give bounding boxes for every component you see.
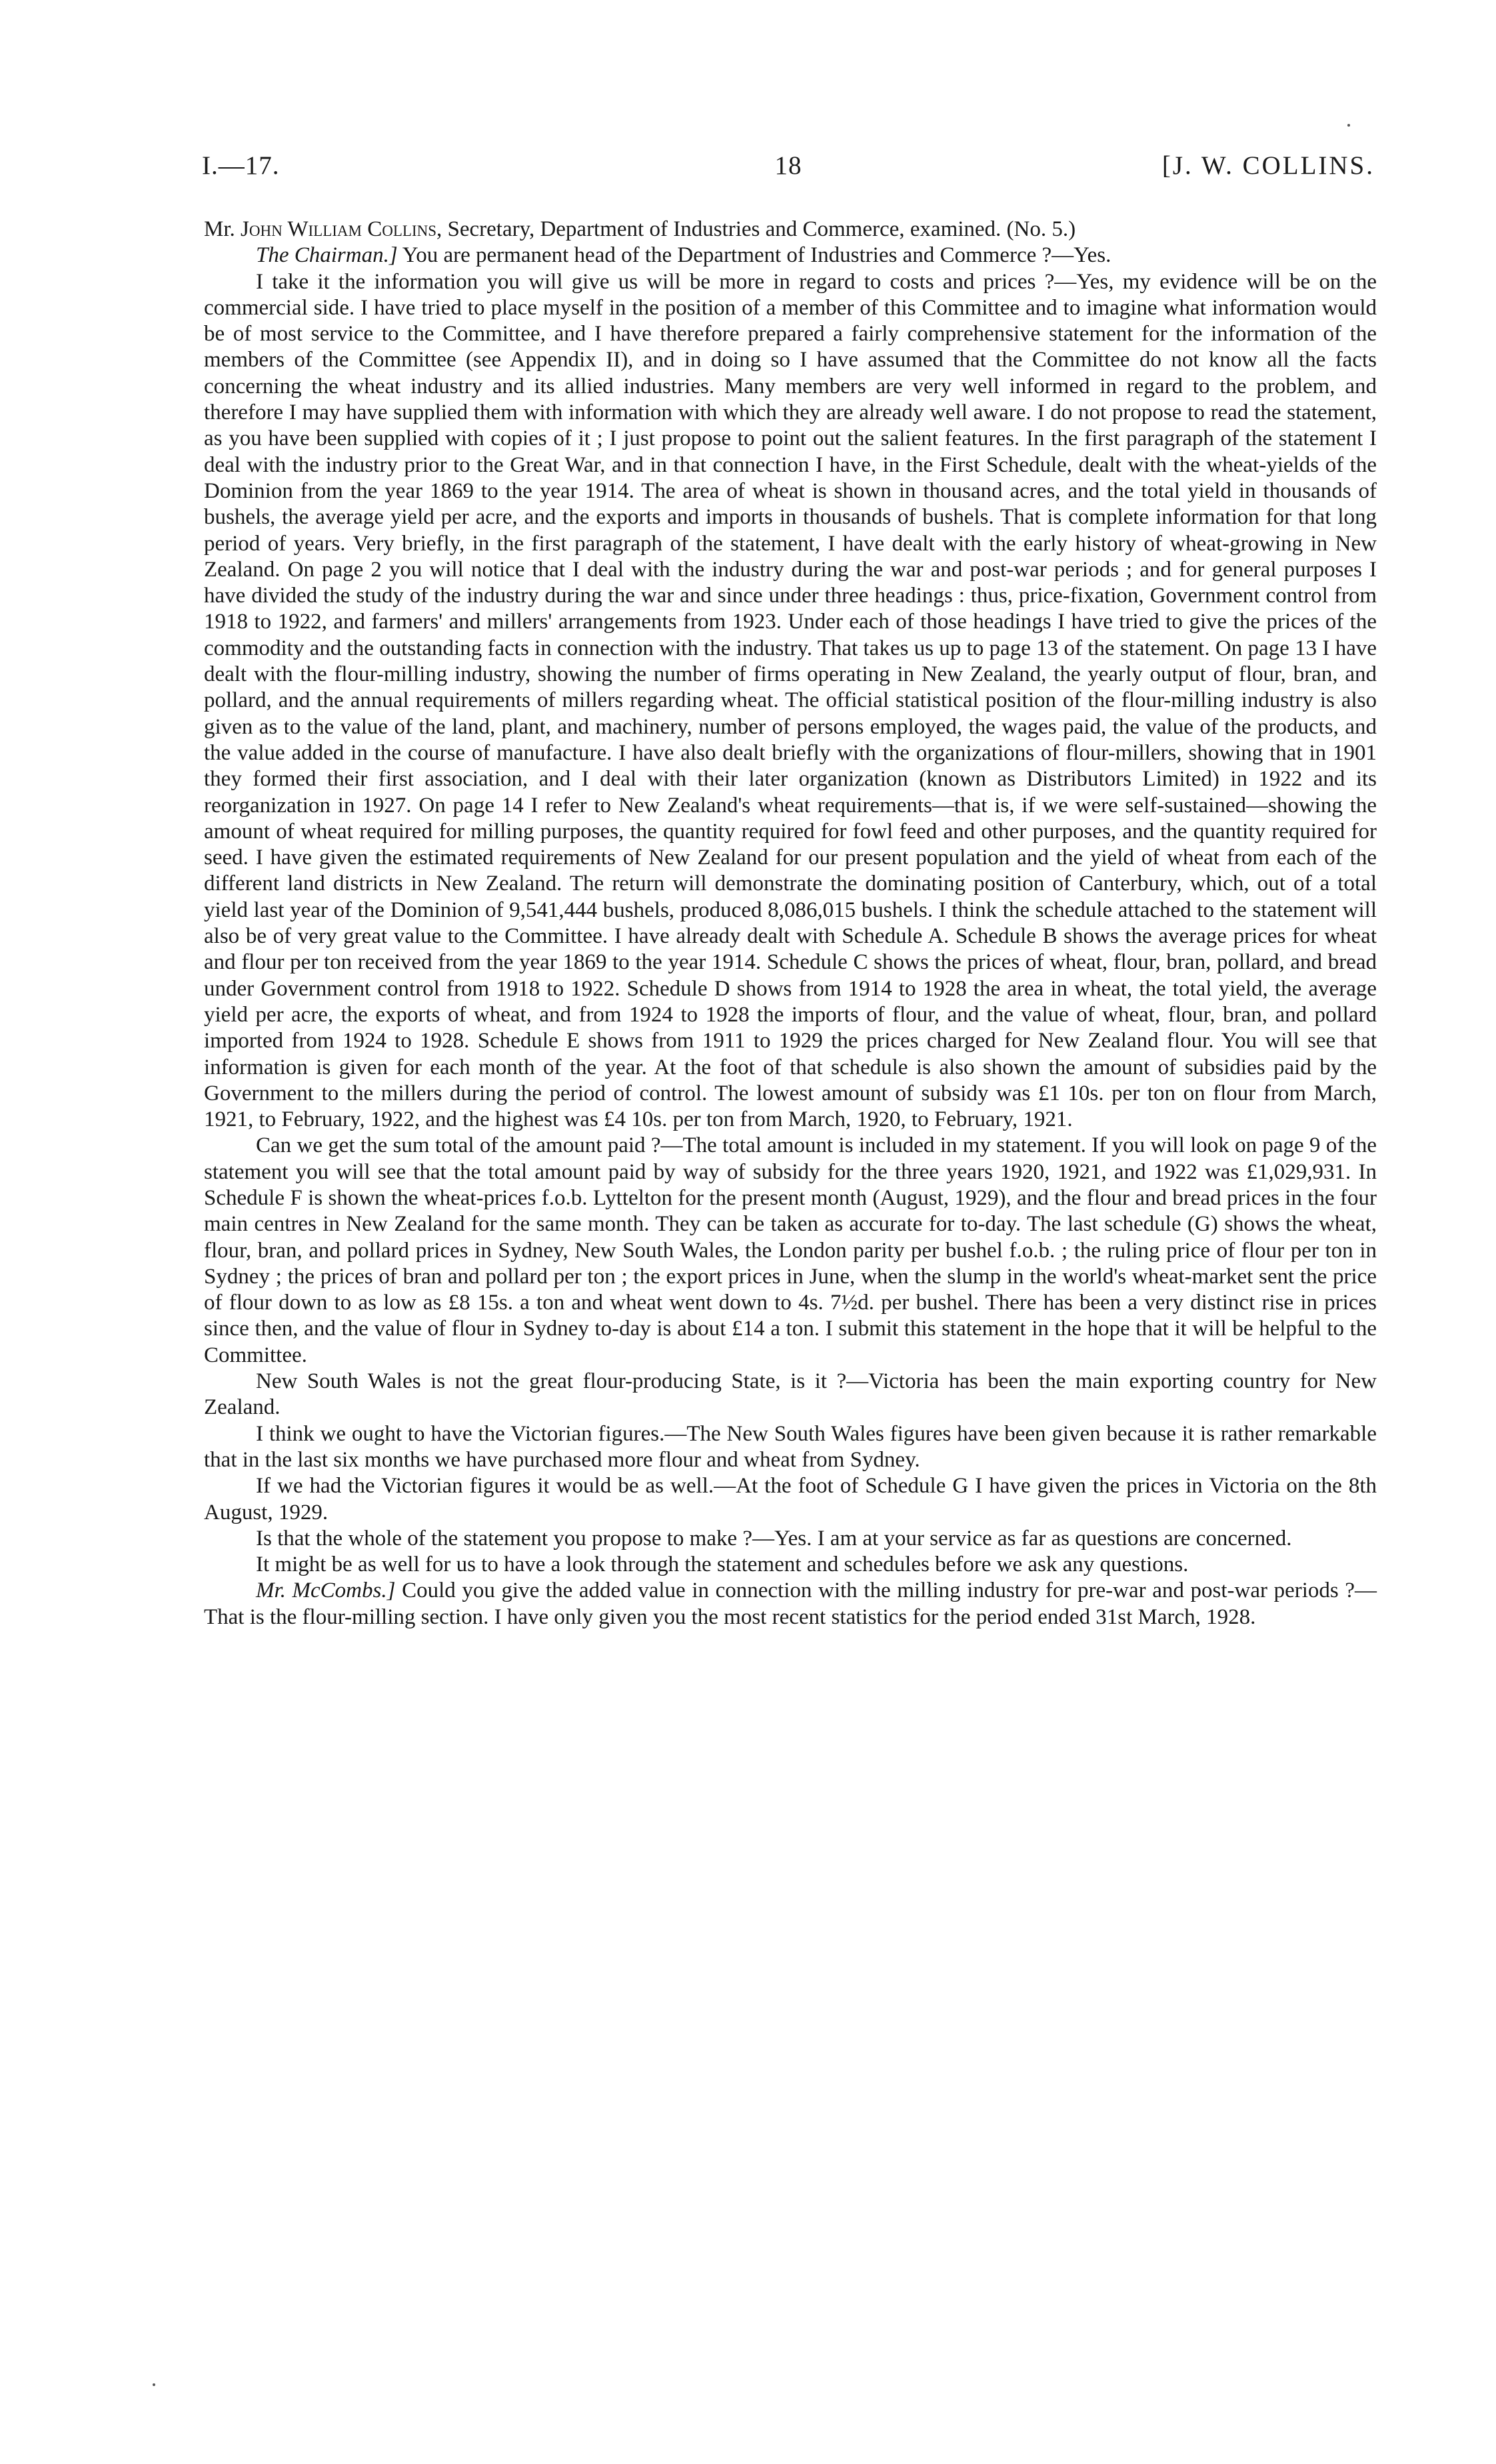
paragraph-text: I think we ought to have the Victorian figures.—The New South Wales figures have been given because it is rather remarkable that in the last six months we have purchased more flour and wheat from Sydney. [204,1421,1377,1472]
paragraph [204,1526,1377,1552]
witness-description: , Secretary, Department of Industries and Commerce, examined. (No. 5.) [436,217,1076,241]
paragraph [204,1421,1377,1474]
paragraph-text: You are permanent head of the Department of Industries and Commerce ?—Yes. [397,243,1112,268]
page-number: 18 [774,151,802,180]
paragraph [204,1578,1377,1630]
paragraph-text: New South Wales is not the great flour-producing State, is it ?—Victoria has been the main exporting country for New Zealand. [204,1369,1377,1420]
witness-name: John William Collins [241,217,436,241]
paragraph-text: Can we get the sum total of the amount paid ?—The total amount is included in my statement. If you will look on page 9 of the statement you will see that the total amount paid by way of subsidy for the three years 1920, 1921, and 1922 was £1,029,931. In Schedule F is shown the wheat-prices f.o.b. Lyttelton for the present month (August, 1929), and the flour and bread prices in the four main centres in New Zealand for the same month. They can be taken as accurate for to-day. The last schedule (G) shows the wheat, flour, bran, and pollard prices in Sydney, New South Wales, the London parity per bushel f.o.b. ; the ruling price of flour per ton in Sydney ; the prices of bran and pollard per ton ; the export prices in June, when the slump in the world's wheat-market sent the price of flour down to as low as £8 15s. a ton and wheat went down to 4s. 7½d. per bushel. There has been a very distinct rise in prices since then, and the value of flour in Sydney to-day is about £14 a ton. I submit this statement in the hope that it will be helpful to the Committee. [204,1133,1377,1367]
scan-speck [153,2383,155,2386]
paragraph [204,1552,1377,1578]
page-header [202,151,1375,191]
paragraph [204,269,1377,1133]
witness-title: Mr. [204,217,241,241]
paragraph-text: If we had the Victorian figures it would be as well.—At the foot of Schedule G I have given the prices in Victoria on the 8th August, 1929. [204,1474,1377,1525]
paragraph-text: It might be as well for us to have a look through the statement and schedules before we ask any questions. [256,1552,1189,1577]
paragraph [204,1473,1377,1526]
paragraph [204,243,1377,269]
paragraph-text: I take it the information you will give us will be more in regard to costs and prices ?—Yes, my evidence will be on the commercial side. I have tried to place myself in the position of a member of this Committee and to imagine what information would be of most service to the Committee, and I have therefore prepared a fairly comprehensive statement for the information of the members of the Committee (see Appendix II), and in doing so I have assumed that the Committee do not know all the facts concerning the wheat industry and its allied industries. Many members are very well informed in regard to the problem, and therefore I may have supplied them with information with which they are already well aware. I do not propose to read the statement, as you have been supplied with copies of it ; I just propose to point out the salient features. In the first paragraph of the statement I deal with the industry prior to the Great War, and in that connection I have, in the First Schedule, dealt with the wheat-yields of the Dominion from the year 1869 to the year 1914. The area of wheat is shown in thousand acres, and the total yield in thousands of bushels, the average yield per acre, and the exports and imports in thousands of bushels. That is complete information for that long period of years. Very briefly, in the first paragraph of the statement, I have dealt with the early history of wheat-growing in New Zealand. On page 2 you will notice that I deal with the industry during the war and post-war periods ; and for general purposes I have divided the study of the industry during the war and since under three headings : thus, price-fixation, Government control from 1918 to 1922, and farmers' and millers' arrangements from 1923. Under each of those headings I have tried to give the prices of the commodity and the outstanding facts in connection with the industry. That takes us up to page 13 of the statement. On page 13 I have dealt with the flour-milling industry, showing the number of firms operating in New Zealand, the yearly output of flour, bran, and pollard, and the annual requirements of millers regarding wheat. The official statistical position of the flour-milling industry is also given as to the value of the land, plant, and machinery, number of persons employed, the wages paid, the value of the products, and the value added in the course of manufacture. I have also dealt briefly with the organizations of flour-millers, showing that in 1901 they formed their first association, and I deal with their later organization (known as Distributors Limited) in 1922 and its reorganization in 1927. On page 14 I refer to New Zealand's wheat requirements—that is, if we were self-sustained—showing the amount of wheat required for milling purposes, the quantity required for fowl feed and other purposes, and the quantity required for seed. I have given the estimated requirements of New Zealand for our present population and the yield of wheat from each of the different land districts in New Zealand. The return will demonstrate the dominating position of Canterbury, which, out of a total yield last year of the Dominion of 9,541,444 bushels, produced 8,086,015 bushels. I think the schedule attached to the statement will also be of very great value to the Committee. I have already dealt with Schedule A. Schedule B shows the average prices for wheat and flour per ton received from the year 1869 to the year 1914. Schedule C shows the prices of wheat, flour, bran, pollard, and bread under Government control from 1918 to 1922. Schedule D shows from 1914 to 1928 the area in wheat, the total yield, the average yield per acre, the exports of wheat, and from 1924 to 1928 the imports of flour, and the value of wheat, flour, bran, and pollard imported from 1924 to 1928. Schedule E shows from 1911 to 1929 the prices charged for New Zealand flour. You will see that information is given for each month of the year. At the foot of that schedule is also shown the amount of subsidies paid by the Government to the millers during the period of control. The lowest amount of subsidy was £1 10s. per ton on flour from March, 1921, to February, 1922, and the highest was £4 10s. per ton from March, 1920, to February, 1921. [204,269,1377,1132]
paragraph-text: Could you give the added value in connection with the milling industry for pre-war and post-war periods ?—That is the flour-milling section. I have only given you the most recent statistics for the period ended 31st March, 1928. [204,1578,1377,1629]
paragraph [204,1369,1377,1421]
witness-running-head: [J. W. COLLINS. [1161,151,1375,180]
speaker-label: The Chairman.] [256,243,398,268]
paragraph [204,1133,1377,1369]
paragraph-text: Is that the whole of the statement you propose to make ?—Yes. I am at your service as far as questions are concerned. [256,1526,1292,1550]
speaker-label: Mr. McCombs.] [256,1578,396,1603]
document-reference: I.—17. [202,151,280,180]
witness-heading [204,217,1377,243]
body-text [204,217,1377,1630]
scan-speck [1347,124,1350,127]
